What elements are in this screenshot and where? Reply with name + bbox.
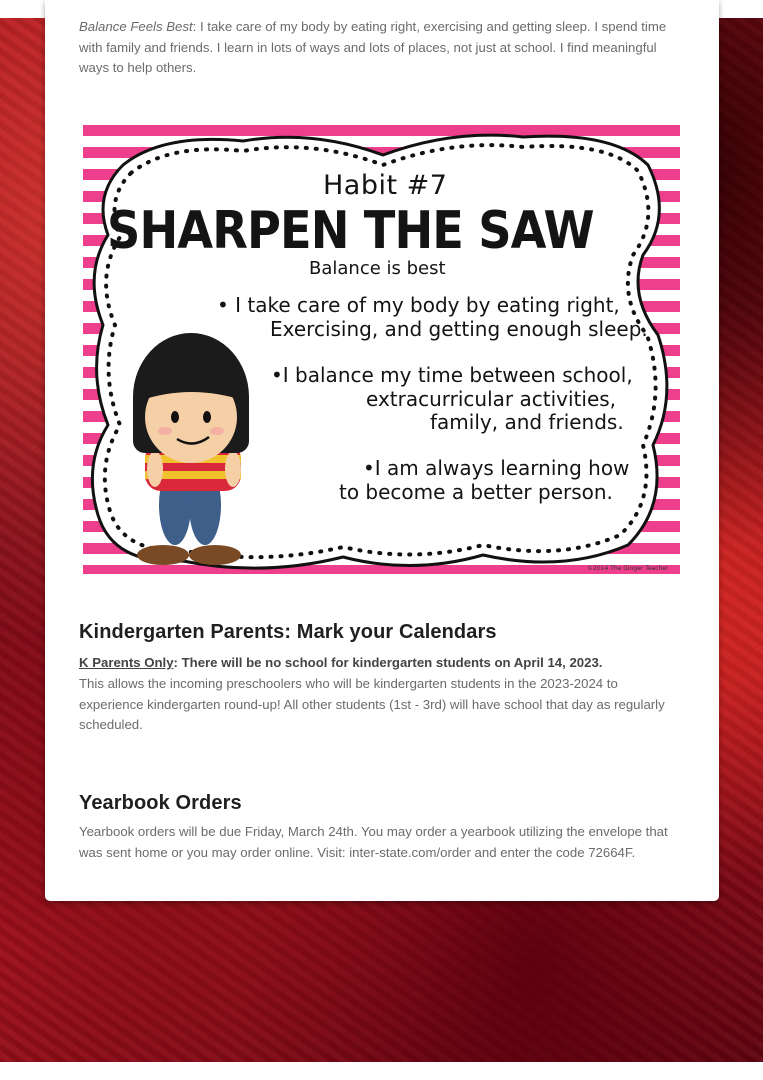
poster-bullet3-line1: •I am always learning how: [363, 456, 630, 480]
poster-bullet2-line2: extracurricular activities,: [366, 387, 617, 411]
poster-bullet1-line1: • I take care of my body by eating right,: [217, 293, 620, 317]
newsletter-card: [45, 0, 719, 901]
kindergarten-body: This allows the incoming preschoolers who will be kindergarten students in the 2023-2024 to experience kindergarten round-up! All other students (1st - 3rd) will have school that day as regularly scheduled.: [79, 676, 665, 732]
kindergarten-heading: Kindergarten Parents: Mark your Calendars: [79, 621, 497, 643]
sharpen-the-saw-poster: [83, 125, 680, 574]
poster-credit: ©2014 The Ginger Teacher: [587, 565, 669, 572]
balance-paragraph: [79, 17, 679, 79]
yearbook-body: Yearbook orders will be due Friday, March 24th. You may order a yearbook utilizing the envelope that was sent home or you may order online. Visit: inter-state.com/order and enter the code 72664F.: [79, 824, 668, 860]
yearbook-heading: Yearbook Orders: [79, 792, 242, 814]
poster-bullet3-line2: to become a better person.: [339, 480, 613, 504]
k-parents-only-link[interactable]: K Parents Only: [79, 655, 174, 670]
balance-lead: Balance Feels Best: [79, 19, 193, 34]
poster-bullet2-line3: family, and friends.: [430, 410, 624, 434]
poster-title: SHARPEN THE SAW: [107, 201, 594, 261]
poster-bullet2-line1: •I balance my time between school,: [271, 363, 633, 387]
page-bottom-edge: [0, 1062, 763, 1080]
poster-habit-label: Habit #7: [323, 170, 448, 201]
poster-bullet1-line2: Exercising, and getting enough sleep.: [270, 317, 648, 341]
poster-subtitle: Balance is best: [309, 258, 446, 279]
kindergarten-notice-text: : There will be no school for kindergarten students on April 14, 2023.: [173, 655, 603, 670]
balance-text: : I take care of my body by eating right, exercising and getting sleep. I spend time with family and friends. I learn in lots of ways and lots of places, not just at school. I find meaningful ways to help others.: [79, 19, 667, 75]
kindergarten-notice: [79, 653, 679, 674]
